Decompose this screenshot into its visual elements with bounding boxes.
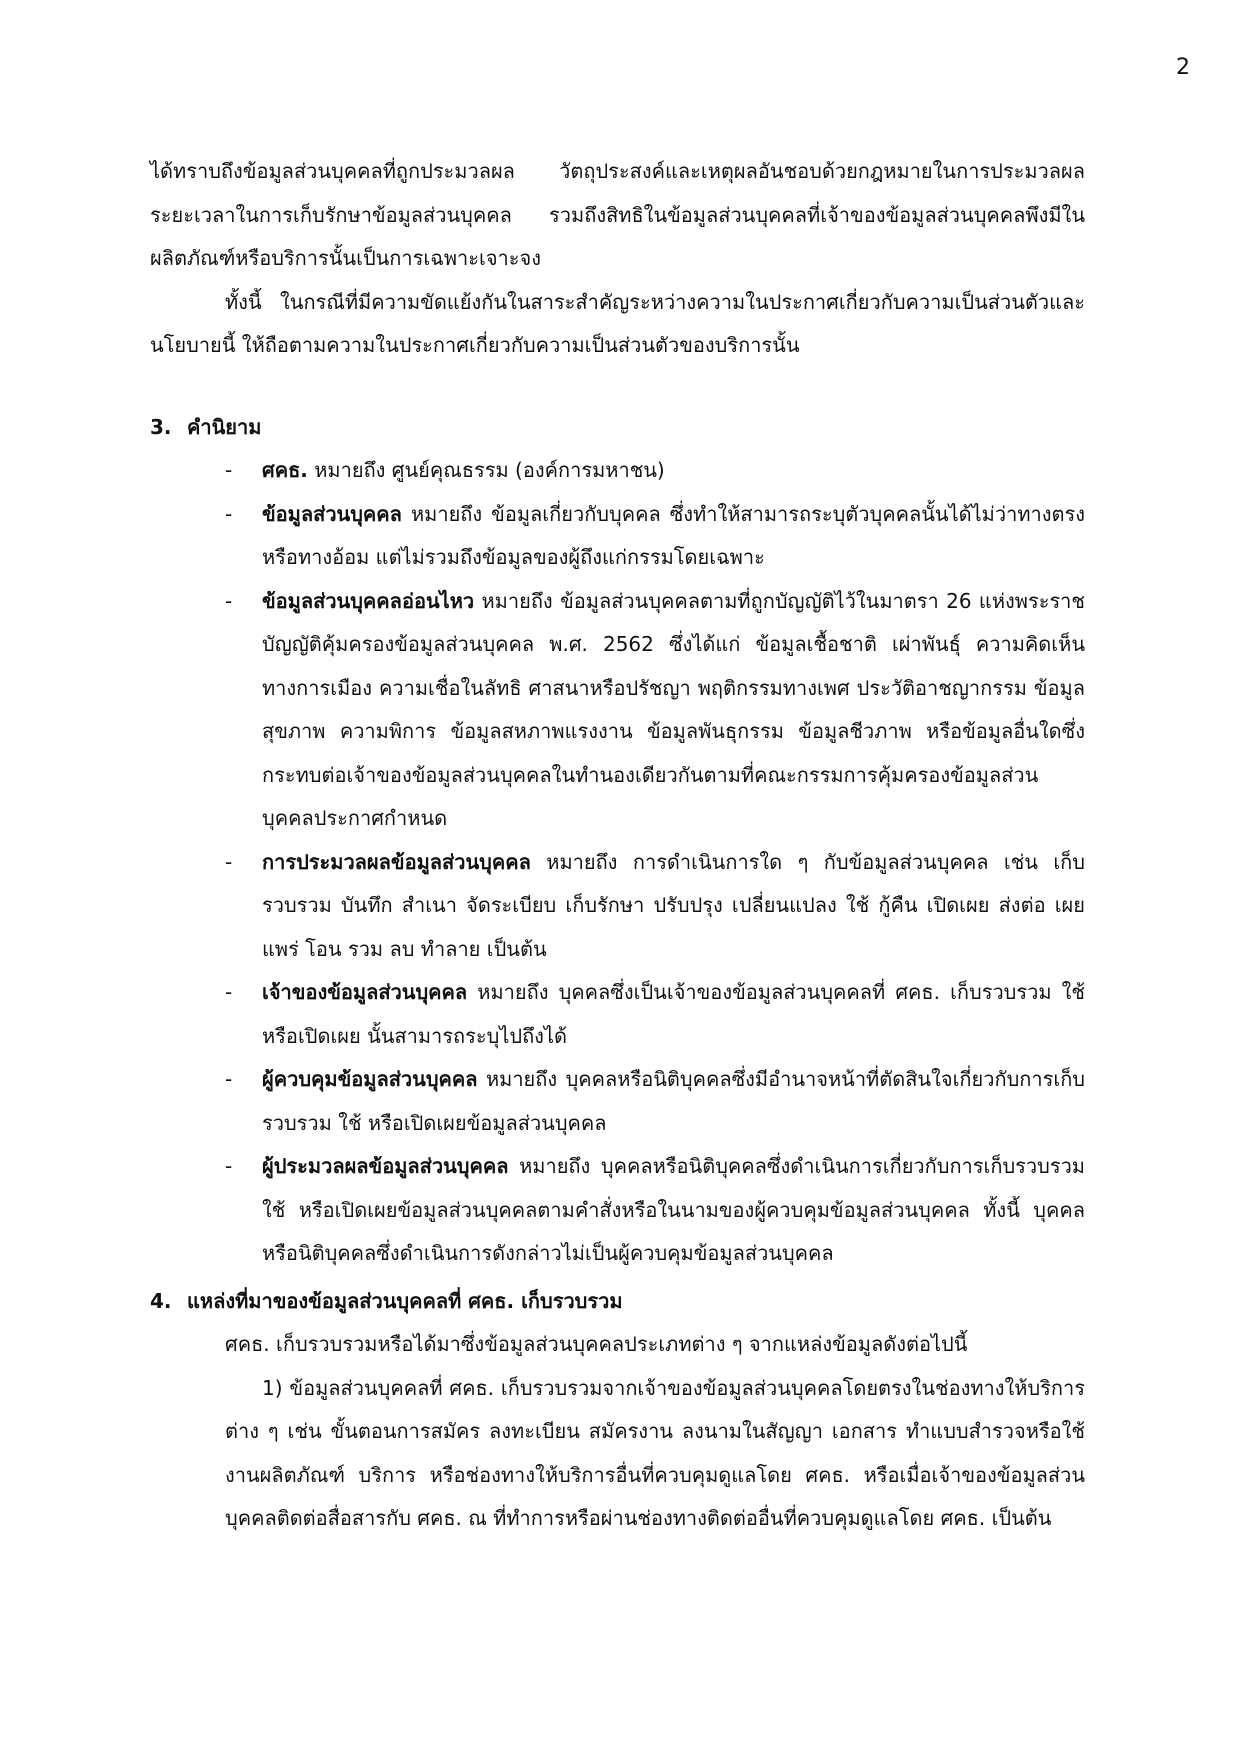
intro-paragraph-2: ทั้งนี้ ในกรณีที่มีความขัดแย้งกันในสาระสำคัญระหว่างความในประกาศเกี่ยวกับความเป็นส่วนตัวและนโยบายนี้ ให้ถือตามความในประกาศเกี่ยวกับความเป็นส่วนตัวของบริการนั้น <box>150 289 1085 357</box>
section-4-title: แหล่งที่มาของข้อมูลส่วนบุคคลที่ ศคธ. เก็บรวบรวม <box>187 1288 623 1313</box>
list-dash: - <box>225 849 233 874</box>
definition-item <box>150 493 1085 580</box>
intro-paragraph-1: ได้ทราบถึงข้อมูลส่วนบุคคลที่ถูกประมวลผล วัตถุประสงค์และเหตุผลอันชอบด้วยกฎหมายในการประมวลผล ระยะเวลาในการเก็บรักษาข้อมูลส่วนบุคคล รวมถึงสิทธิในข้อมูลส่วนบุคคลที่เจ้าของข้อมูลส่วนบุคคลพึงมีในผลิตภัณฑ์หรือบริการนั้นเป็นการเฉพาะเจาะจง <box>150 159 1085 270</box>
definition-text: หมายถึง บุคคลซึ่งเป็นเจ้าของข้อมูลส่วนบุคคลที่ ศคธ. เก็บรวบรวม ใช้ หรือเปิดเผย นั้นสามารถระบุไปถึงได้ <box>262 980 1085 1048</box>
section-4-body <box>150 1323 1085 1541</box>
section-3-heading <box>150 406 1085 450</box>
section-gap <box>150 368 1085 406</box>
definition-item <box>150 971 1085 1058</box>
definition-item <box>150 1058 1085 1145</box>
section-3-number: 3. <box>150 414 172 439</box>
list-dash: - <box>225 1154 233 1178</box>
section-4-heading <box>150 1280 1085 1324</box>
definition-text: หมายถึง ศูนย์คุณธรรม (องค์การมหาชน) <box>307 458 665 482</box>
definition-term: ผู้ควบคุมข้อมูลส่วนบุคคล <box>262 1067 478 1091</box>
definition-text: หมายถึง บุคคลหรือนิติบุคคลซึ่งดำเนินการเกี่ยวกับการเก็บรวบรวม ใช้ หรือเปิดเผยข้อมูลส่วนบุคคลตามคำสั่งหรือในนามของผู้ควบคุมข้อมูลส่วนบุคคล ทั้งนี้ บุคคลหรือนิติบุคคลซึ่งดำเนินการดังกล่าวไม่เป็นผู้ควบคุมข้อมูลส่วนบุคคล <box>262 1154 1085 1265</box>
definitions-list <box>150 449 1085 1276</box>
definition-term: ผู้ประมวลผลข้อมูลส่วนบุคคล <box>262 1154 509 1178</box>
definition-term: การประมวลผลข้อมูลส่วนบุคคล <box>262 849 531 874</box>
list-dash: - <box>225 588 233 613</box>
definition-term: ศคธ. <box>262 458 308 482</box>
definition-text: หมายถึง ข้อมูลส่วนบุคคลตามที่ถูกบัญญัติไว้ในมาตรา 26 แห่งพระราชบัญญัติคุ้มครองข้อมูลส่วนบุคคล พ.ศ. 2562 ซึ่งได้แก่ ข้อมูลเชื้อชาติ เผ่าพันธุ์ ความคิดเห็นทางการเมือง ความเชื่อในลัทธิ ศาสนาหรือปรัชญา พฤติกรรมทางเพศ ประวัติอาชญากรรม ข้อมูลสุขภาพ ความพิการ ข้อมูลสหภาพแรงงาน ข้อมูลพันธุกรรม ข้อมูลชีวภาพ หรือข้อมูลอื่นใดซึ่งกระทบต่อเจ้าของข้อมูลส่วนบุคคลในทำนองเดียวกันตามที่คณะกรรมการคุ้มครองข้อมูลส่วนบุคคลประกาศกำหนด <box>262 588 1085 830</box>
definition-item <box>150 449 1085 493</box>
list-dash: - <box>225 458 233 482</box>
list-dash: - <box>225 980 233 1004</box>
definition-text: หมายถึง บุคคลหรือนิติบุคคลซึ่งมีอำนาจหน้าที่ตัดสินใจเกี่ยวกับการเก็บรวบรวม ใช้ หรือเปิดเผยข้อมูลส่วนบุคคล <box>262 1067 1085 1135</box>
section-4-intro: ศคธ. เก็บรวบรวมหรือได้มาซึ่งข้อมูลส่วนบุคคลประเภทต่าง ๆ จากแหล่งข้อมูลดังต่อไปนี้ <box>225 1332 968 1356</box>
section-3-title: คำนิยาม <box>187 414 262 439</box>
section-4-item-1: 1) ข้อมูลส่วนบุคคลที่ ศคธ. เก็บรวบรวมจากเจ้าของข้อมูลส่วนบุคคลโดยตรงในช่องทางให้บริการต่าง ๆ เช่น ขั้นตอนการสมัคร ลงทะเบียน สมัครงาน ลงนามในสัญญา เอกสาร ทำแบบสำรวจหรือใช้งานผลิตภัณฑ์ บริการ หรือช่องทางให้บริการอื่นที่ควบคุมดูแลโดย ศคธ. หรือเมื่อเจ้าของข้อมูลส่วนบุคคลติดต่อสื่อสารกับ ศคธ. ณ ที่ทำการหรือผ่านช่องทางติดต่ออื่นที่ควบคุมดูแลโดย ศคธ. เป็นต้น <box>225 1375 1085 1530</box>
definition-term: ข้อมูลส่วนบุคคลอ่อนไหว <box>262 588 475 613</box>
document-content <box>150 150 1085 1541</box>
definition-item <box>150 580 1085 841</box>
list-dash: - <box>225 1067 233 1091</box>
definition-text: หมายถึง ข้อมูลเกี่ยวกับบุคคล ซึ่งทำให้สามารถระบุตัวบุคคลนั้นได้ไม่ว่าทางตรงหรือทางอ้อม แต่ไม่รวมถึงข้อมูลของผู้ถึงแก่กรรมโดยเฉพาะ <box>262 501 1085 569</box>
definition-term: ข้อมูลส่วนบุคคล <box>262 501 402 526</box>
section-4-number: 4. <box>150 1288 172 1313</box>
definition-item <box>150 1145 1085 1276</box>
page-number: 2 <box>1176 55 1190 80</box>
list-dash: - <box>225 501 233 526</box>
definition-text: หมายถึง การดำเนินการใด ๆ กับข้อมูลส่วนบุคคล เช่น เก็บรวบรวม บันทึก สำเนา จัดระเบียบ เก็บรักษา ปรับปรุง เปลี่ยนแปลง ใช้ กู้คืน เปิดเผย ส่งต่อ เผยแพร่ โอน รวม ลบ ทำลาย เป็นต้น <box>262 849 1085 961</box>
definition-term: เจ้าของข้อมูลส่วนบุคคล <box>262 980 468 1004</box>
definition-item <box>150 841 1085 972</box>
